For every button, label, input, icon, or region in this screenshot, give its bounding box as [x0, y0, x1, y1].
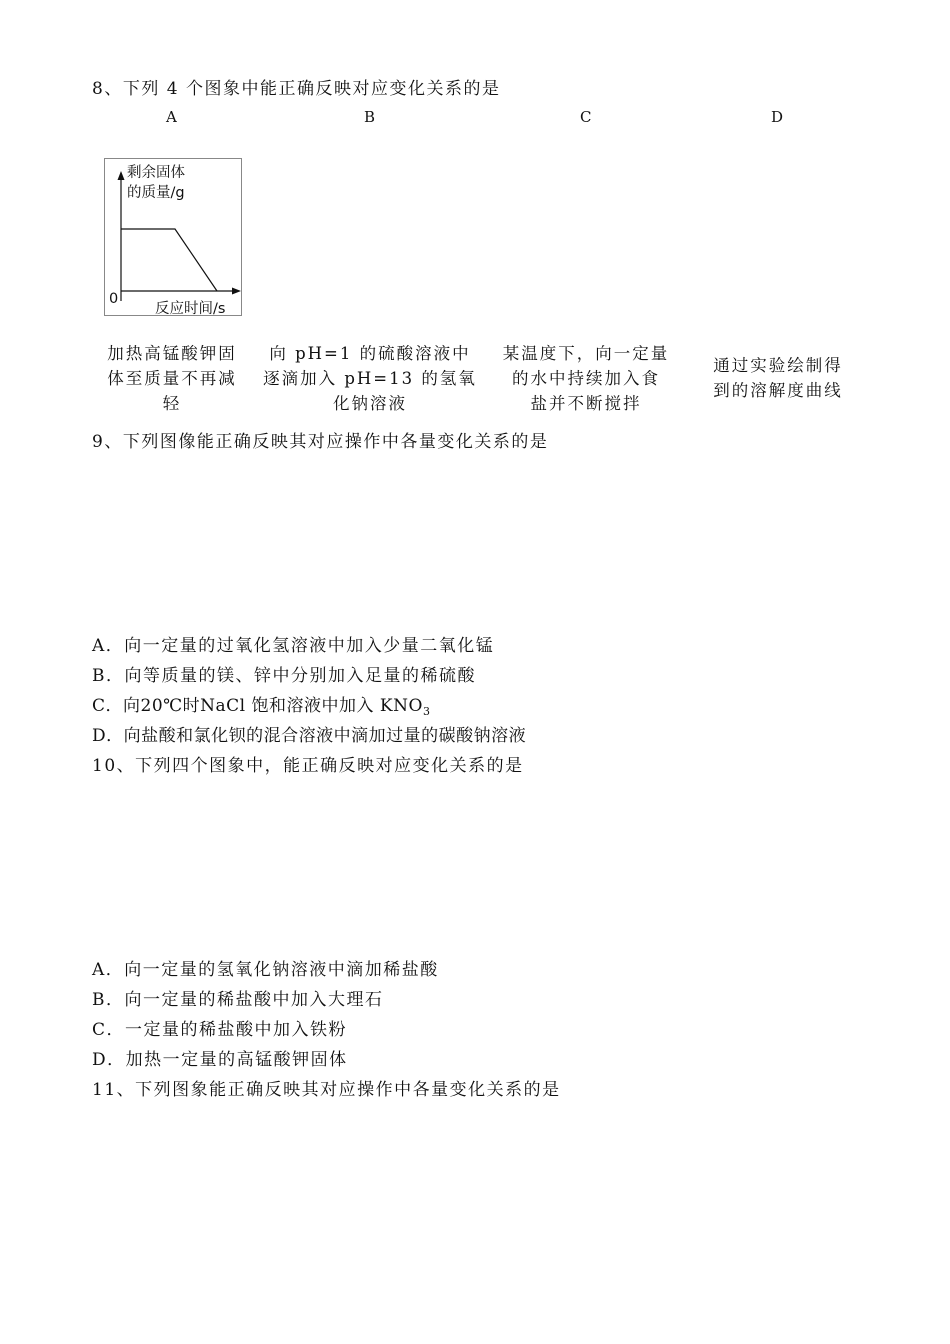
option-a-graph	[104, 158, 242, 316]
y-axis-arrow-icon	[118, 171, 125, 180]
question-11-stem: 11、下列图象能正确反映其对应操作中各量变化关系的是	[92, 1080, 561, 1100]
question-10-option-c: C．一定量的稀盐酸中加入铁粉	[92, 1020, 348, 1040]
question-9-option-d: D．向盐酸和氯化钡的混合溶液中滴加过量的碳酸钠溶液	[92, 726, 527, 746]
question-8-stem: 8、下列 4 个图象中能正确反映对应变化关系的是	[92, 79, 501, 99]
option-b-label: B	[364, 108, 376, 126]
question-10-option-b: B．向一定量的稀盐酸中加入大理石	[92, 990, 384, 1010]
y-axis-label-2: 的质量/g	[127, 185, 185, 201]
mass-curve	[121, 229, 217, 291]
origin-label: 0	[109, 291, 119, 307]
option-d-label: D	[771, 108, 784, 126]
question-10-stem: 10、下列四个图象中，能正确反映对应变化关系的是	[92, 756, 524, 776]
x-axis-arrow-icon	[232, 288, 241, 295]
question-9-stem: 9、下列图像能正确反映其对应操作中各量变化关系的是	[92, 432, 549, 452]
question-9-option-a: A．向一定量的过氧化氢溶液中加入少量二氧化锰	[92, 636, 495, 656]
question-10-option-a: A．向一定量的氢氧化钠溶液中滴加稀盐酸	[92, 960, 439, 980]
option-c-label: C	[580, 108, 592, 126]
option-a-label: A	[166, 108, 177, 126]
option-a-caption: 加热高锰酸钾固 体至质量不再减 轻	[107, 344, 237, 413]
y-axis-label-1: 剩余固体	[127, 165, 185, 181]
option-b-caption: 向 pH=1 的硫酸溶液中 逐滴加入 pH=13 的氢氧 化钠溶液	[263, 344, 477, 413]
question-9-option-b: B．向等质量的镁、锌中分别加入足量的稀硫酸	[92, 666, 476, 686]
option-d-caption: 通过实验绘制得 到的溶解度曲线	[713, 356, 843, 400]
question-9-option-c: C．向20℃时NaCl 饱和溶液中加入 $KNO_3$	[92, 696, 431, 718]
question-10-option-d: D．加热一定量的高锰酸钾固体	[92, 1050, 348, 1070]
option-c-caption: 某温度下，向一定量 的水中持续加入食 盐并不断搅拌	[502, 344, 670, 413]
x-axis-label: 反应时间/s	[155, 301, 226, 315]
